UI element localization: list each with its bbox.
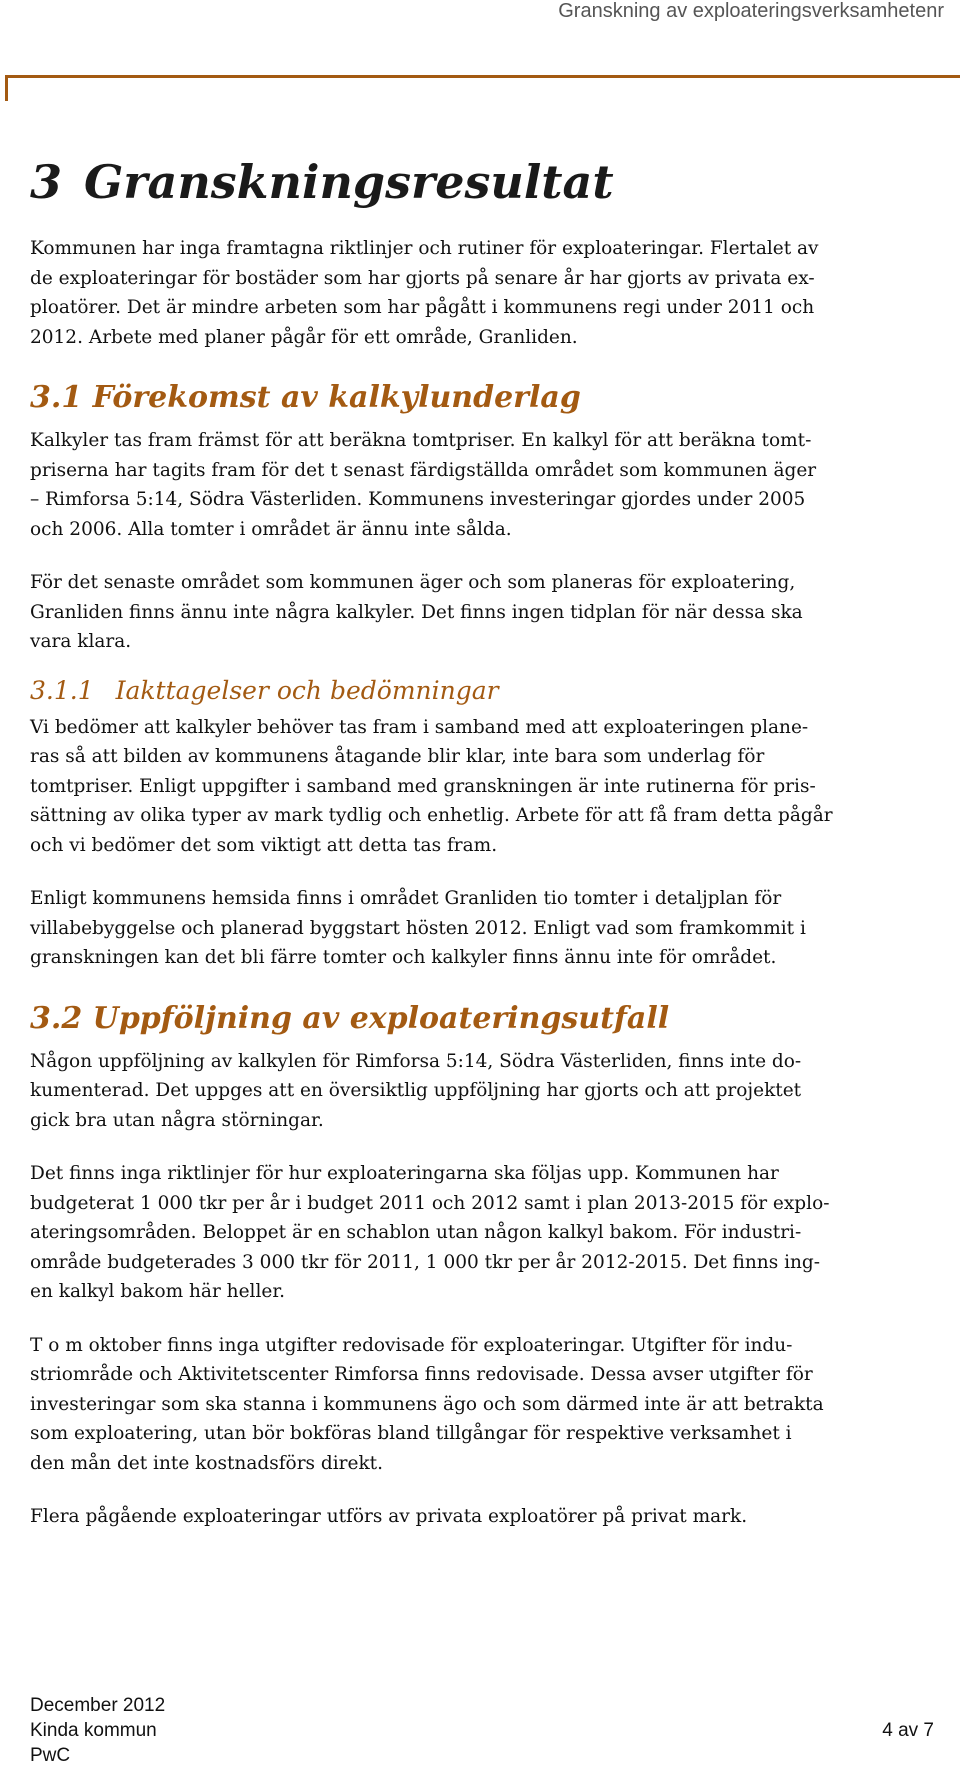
section-3-1-heading	[30, 376, 960, 420]
text-line: tomtpriser. Enligt uppgifter i samband med granskningen är inte rutinerna för pris-	[30, 775, 816, 797]
text-line: Vi bedömer att kalkyler behöver tas fram i samband med att exploateringen plane-	[30, 716, 809, 738]
text-line: ateringsområden. Beloppet är en schablon utan någon kalkyl bakom. För industri-	[30, 1222, 802, 1243]
text-line: – Rimforsa 5:14, Södra Västerliden. Kommunens investeringar gjordes under 2005	[30, 489, 806, 510]
text-line: område budgeterades 3 000 tkr för 2011, 1 000 tkr per år 2012-2015. Det finns ing-	[30, 1251, 821, 1273]
footer-firm: PwC	[30, 1745, 71, 1766]
section-3-1-paragraph-1	[30, 426, 960, 544]
text-line: Granliden finns ännu inte några kalkyler. Det finns ingen tidplan för när dessa ska	[30, 601, 803, 623]
section-number: 3.2	[30, 1000, 83, 1036]
header-rule	[5, 75, 960, 78]
footer-meta	[30, 1693, 165, 1768]
running-header: Granskning av exploateringsverksamhetenr	[558, 0, 944, 22]
section-title: Förekomst av kalkylunderlag	[92, 380, 581, 415]
text-line: gick bra utan några störningar.	[30, 1109, 324, 1131]
text-line: T o m oktober finns inga utgifter redovisade för exploateringar. Utgifter för indu-	[30, 1334, 793, 1356]
section-title: Iakttagelser och bedömningar	[115, 675, 499, 705]
chapter-intro-paragraph	[30, 234, 960, 352]
footer-organization: Kinda kommun	[30, 1720, 157, 1741]
text-line: ras så att bilden av kommunens åtagande blir klar, inte bara som underlag för	[30, 746, 765, 767]
document-body	[30, 150, 960, 1556]
text-line: Enligt kommunens hemsida finns i området Granliden tio tomter i detaljplan för	[30, 888, 782, 909]
text-line: 2012. Arbete med planer pågår för ett område, Granliden.	[30, 326, 578, 348]
text-line: Kommunen har inga framtagna riktlinjer och rutiner för exploateringar. Flertalet av	[30, 238, 819, 259]
section-title: Uppföljning av exploateringsutfall	[92, 1000, 670, 1036]
text-line: Någon uppföljning av kalkylen för Rimforsa 5:14, Södra Västerliden, finns inte do-	[30, 1050, 802, 1072]
text-line: ploatörer. Det är mindre arbeten som har pågått i kommunens regi under 2011 och	[30, 297, 815, 318]
section-number: 3.1.1	[30, 675, 94, 705]
section-3-1-paragraph-2	[30, 568, 960, 657]
chapter-title: Granskningsresultat	[84, 155, 614, 209]
section-3-2-paragraph-2	[30, 1159, 960, 1307]
text-line: priserna har tagits fram för det t senast färdigställda området som kommunen äger	[30, 459, 817, 481]
section-3-2-paragraph-4	[30, 1502, 960, 1532]
text-line: villabebyggelse och planerad byggstart hösten 2012. Enligt vad som framkommit i	[30, 917, 806, 939]
text-line: de exploateringar för bostäder som har gjorts på senare år har gjorts av privata ex-	[30, 267, 815, 289]
text-line: en kalkyl bakom här heller.	[30, 1281, 286, 1302]
text-line: striområde och Aktivitetscenter Rimforsa finns redovisade. Dessa avser utgifter för	[30, 1364, 813, 1385]
text-line: och vi bedömer det som viktigt att detta tas fram.	[30, 834, 498, 856]
section-3-2-heading	[30, 997, 960, 1041]
text-line: vara klara.	[30, 631, 132, 652]
text-line: budgeterat 1 000 tkr per år i budget 2011 och 2012 samt i plan 2013-2015 för explo-	[30, 1192, 830, 1214]
text-line: För det senaste området som kommunen äger och som planeras för exploatering,	[30, 572, 796, 593]
text-line: som exploatering, utan bör bokföras bland tillgångar för respektive verksamhet i	[30, 1423, 792, 1444]
text-line: granskningen kan det bli färre tomter och kalkyler finns ännu inte för området.	[30, 947, 777, 968]
text-line: Kalkyler tas fram främst för att beräkna tomtpriser. En kalkyl för att beräkna tomt-	[30, 430, 812, 451]
footer-date: December 2012	[30, 1695, 166, 1716]
header-rule-corner	[5, 75, 8, 101]
text-line: den mån det inte kostnadsförs direkt.	[30, 1452, 383, 1474]
chapter-number: 3	[30, 155, 63, 209]
text-line: investeringar som ska stanna i kommunens ägo och som därmed inte är att betrakta	[30, 1393, 824, 1415]
text-line: och 2006. Alla tomter i området är ännu inte sålda.	[30, 518, 512, 540]
text-line: sättning av olika typer av mark tydlig och enhetlig. Arbete för att få fram detta pågår	[30, 805, 833, 826]
text-line: Flera pågående exploateringar utförs av privata exploatörer på privat mark.	[30, 1506, 748, 1527]
section-3-2-paragraph-1	[30, 1047, 960, 1136]
section-3-1-1-paragraph-1	[30, 713, 960, 861]
section-number: 3.1	[30, 380, 83, 415]
text-line: Det finns inga riktlinjer för hur exploateringarna ska följas upp. Kommunen har	[30, 1163, 779, 1184]
text-line: kumenterad. Det uppges att en översiktlig uppföljning har gjorts och att projektet	[30, 1080, 802, 1101]
chapter-heading	[30, 150, 960, 214]
section-3-1-1-paragraph-2	[30, 884, 960, 973]
section-3-1-1-heading	[30, 671, 960, 711]
section-3-2-paragraph-3	[30, 1331, 960, 1479]
page-number: 4 av 7	[882, 1720, 934, 1741]
